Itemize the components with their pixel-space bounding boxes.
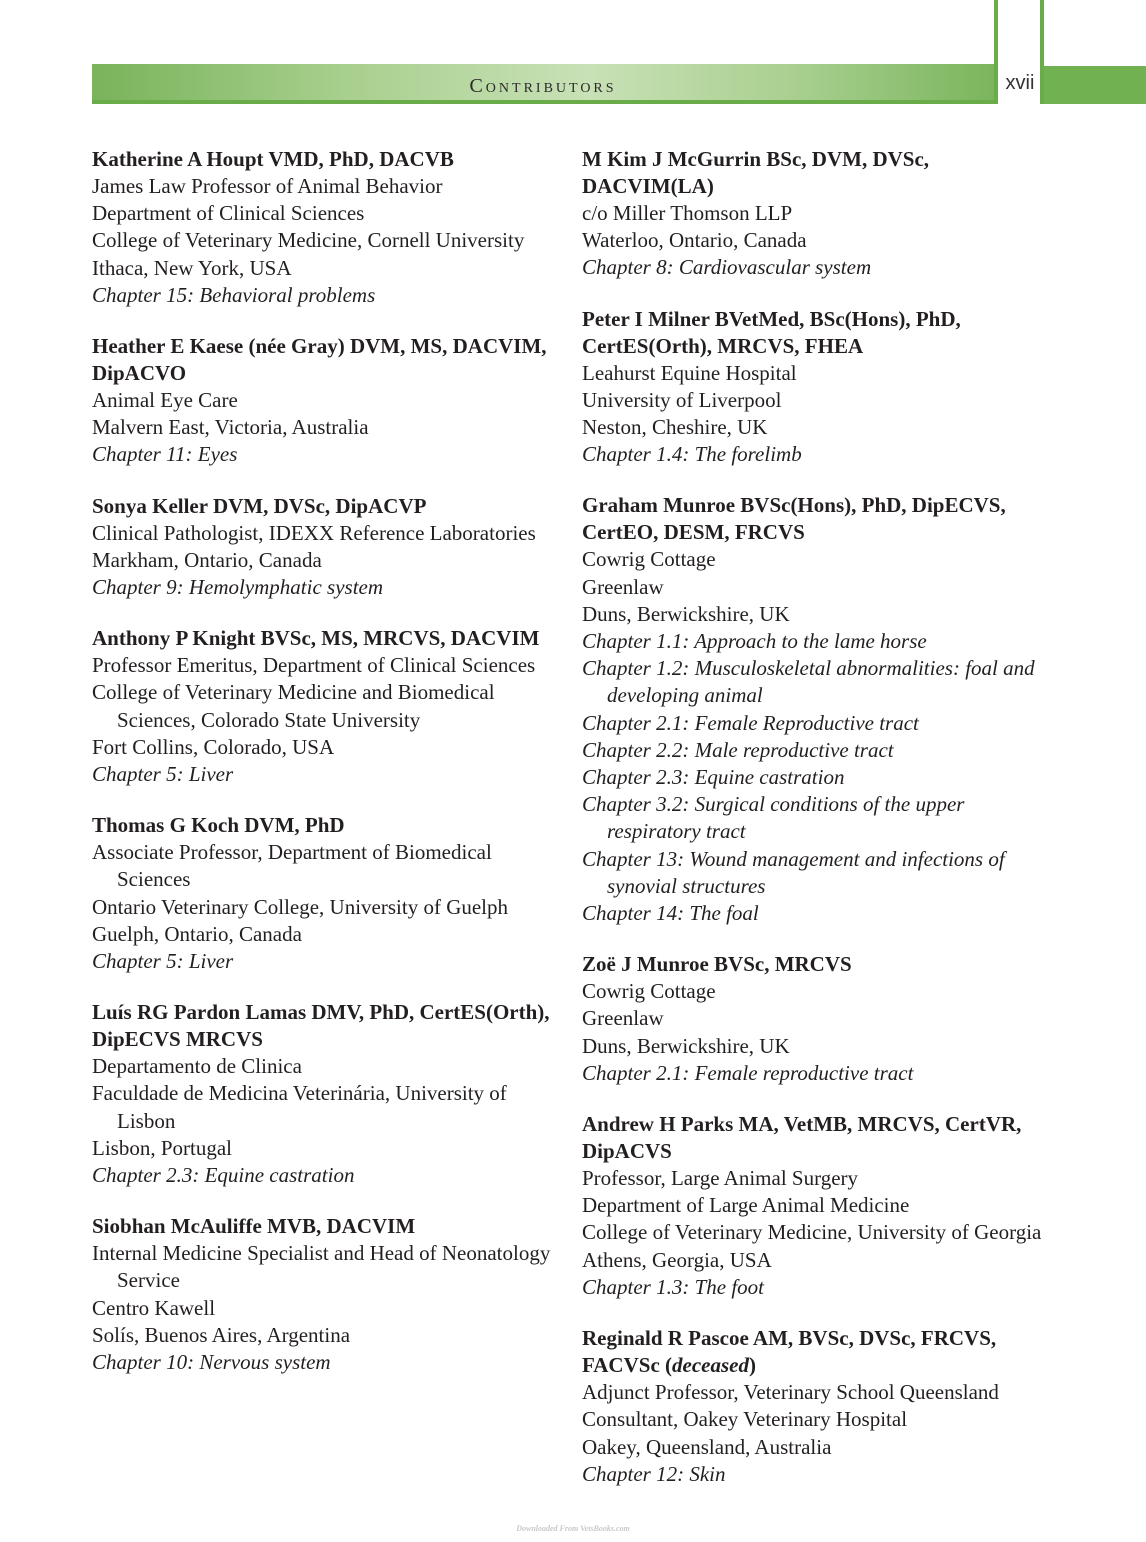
contributor-entry bbox=[582, 146, 1052, 282]
affiliation-line: Animal Eye Care bbox=[92, 388, 238, 413]
contributor-entry bbox=[582, 306, 1052, 469]
affiliation-line: Department of Large Animal Medicine bbox=[582, 1193, 910, 1218]
affiliation-line: Ithaca, New York, USA bbox=[92, 255, 292, 280]
contributor-name-text: M Kim J McGurrin BSc, DVM, DVSc, DACVIM(LA) bbox=[582, 147, 930, 198]
contributor-name-text: Heather E Kaese (née Gray) DVM, MS, DACVIM, DipACVO bbox=[92, 334, 547, 386]
chapter-reference: Chapter 14: The foal bbox=[582, 901, 759, 926]
chapter-reference: Chapter 3.2: Surgical conditions of the upper respiratory tract bbox=[582, 792, 965, 844]
contributor-name bbox=[582, 306, 1052, 360]
contributor-entry bbox=[582, 951, 1052, 1087]
chapter-reference: Chapter 13: Wound management and infections of synovial structures bbox=[582, 846, 1005, 898]
contributor-entry bbox=[92, 333, 562, 469]
chapter-reference: Chapter 9: Hemolymphatic system bbox=[92, 575, 384, 600]
affiliation-line: c/o Miller Thomson LLP bbox=[582, 201, 793, 225]
chapter-reference: Chapter 2.1: Female Reproductive tract bbox=[582, 710, 919, 735]
affiliation-line: Neston, Cheshire, UK bbox=[582, 415, 768, 440]
contributors-column-left bbox=[92, 146, 562, 1400]
contributor-name-text: Thomas G Koch DVM, PhD bbox=[92, 813, 345, 838]
affiliation-line: College of Veterinary Medicine, Cornell University bbox=[92, 228, 525, 253]
contributor-name-text: Andrew H Parks MA, VetMB, MRCVS, CertVR, DipACVS bbox=[582, 1112, 1022, 1164]
contributor-name bbox=[582, 492, 1052, 546]
affiliation-line: Greenlaw bbox=[582, 574, 664, 599]
contributor-entry bbox=[92, 146, 562, 309]
affiliation-line: Departamento de Clinica bbox=[92, 1054, 302, 1079]
affiliation-line: Department of Clinical Sciences bbox=[92, 201, 365, 226]
contributor-name-text: Zoë J Munroe BVSc, MRCVS bbox=[582, 952, 852, 977]
contributor-name bbox=[92, 146, 562, 173]
affiliation-line: Duns, Berwickshire, UK bbox=[582, 1033, 790, 1058]
contributor-entry bbox=[92, 625, 562, 788]
chapter-reference: Chapter 12: Skin bbox=[582, 1461, 726, 1486]
affiliation-line: Consultant, Oakey Veterinary Hospital bbox=[582, 1407, 908, 1432]
contributor-name bbox=[92, 1213, 562, 1240]
affiliation-line: Cowrig Cottage bbox=[582, 547, 716, 572]
affiliation-line: Markham, Ontario, Canada bbox=[92, 547, 322, 572]
contributor-entry bbox=[582, 1111, 1052, 1301]
affiliation-line: University of Liverpool bbox=[582, 387, 782, 412]
footer-watermark: Downloaded From VetsBooks.com bbox=[516, 1524, 630, 1533]
chapter-reference: Chapter 8: Cardiovascular system bbox=[582, 255, 872, 280]
contributor-entry bbox=[582, 1325, 1052, 1488]
contributor-name bbox=[92, 625, 562, 652]
contributor-entry bbox=[92, 999, 562, 1189]
affiliation-line: Oakey, Queensland, Australia bbox=[582, 1434, 832, 1459]
affiliation-line: Centro Kawell bbox=[92, 1295, 216, 1320]
affiliation-line: Associate Professor, Department of Biomedical Sciences bbox=[92, 840, 492, 892]
chapter-reference: Chapter 2.2: Male reproductive tract bbox=[582, 737, 894, 762]
affiliation-line: Greenlaw bbox=[582, 1006, 664, 1031]
chapter-reference: Chapter 1.3: The foot bbox=[582, 1274, 764, 1299]
affiliation-line: Waterloo, Ontario, Canada bbox=[582, 228, 807, 253]
contributor-name bbox=[582, 146, 1052, 200]
affiliation-line: Athens, Georgia, USA bbox=[582, 1247, 772, 1272]
affiliation-line: Cowrig Cottage bbox=[582, 979, 716, 1004]
affiliation-line: Professor Emeritus, Department of Clinical Sciences bbox=[92, 653, 536, 678]
running-header bbox=[92, 64, 994, 104]
affiliation-line: Solís, Buenos Aires, Argentina bbox=[92, 1322, 351, 1347]
affiliation-line: Adjunct Professor, Veterinary School Queensland bbox=[582, 1380, 999, 1405]
contributor-name-text: Sonya Keller DVM, DVSc, DipACVP bbox=[92, 493, 427, 518]
page-tab bbox=[1044, 66, 1146, 104]
contributor-name bbox=[582, 1111, 1052, 1165]
chapter-reference: Chapter 1.4: The forelimb bbox=[582, 442, 802, 467]
chapter-reference: Chapter 5: Liver bbox=[92, 762, 234, 787]
chapter-reference: Chapter 5: Liver bbox=[92, 949, 234, 974]
chapter-reference: Chapter 1.1: Approach to the lame horse bbox=[582, 629, 927, 654]
contributor-name-text: Graham Munroe BVSc(Hons), PhD, DipECVS, CertEO, DESM, FRCVS bbox=[582, 493, 1006, 545]
contributor-name bbox=[582, 1325, 1052, 1379]
header-divider bbox=[994, 0, 998, 104]
contributor-entry bbox=[92, 493, 562, 602]
page-number: xvii bbox=[1005, 72, 1035, 94]
affiliation-line: James Law Professor of Animal Behavior bbox=[92, 174, 443, 198]
contributor-name-note: deceased bbox=[672, 1353, 749, 1378]
header-title: Contributors bbox=[469, 75, 617, 97]
chapter-reference: Chapter 11: Eyes bbox=[92, 442, 238, 467]
contributor-name bbox=[92, 493, 562, 520]
affiliation-line: Clinical Pathologist, IDEXX Reference Laboratories bbox=[92, 520, 536, 545]
contributor-name-text: Katherine A Houpt VMD, PhD, DACVB bbox=[92, 147, 454, 171]
affiliation-line: Ontario Veterinary College, University of Guelph bbox=[92, 894, 509, 919]
contributor-name bbox=[582, 951, 1052, 978]
affiliation-line: Fort Collins, Colorado, USA bbox=[92, 734, 335, 759]
contributor-entry bbox=[92, 812, 562, 975]
chapter-reference: Chapter 2.3: Equine castration bbox=[92, 1163, 355, 1188]
affiliation-line: Internal Medicine Specialist and Head of Neonatology Service bbox=[92, 1241, 551, 1293]
affiliation-line: College of Veterinary Medicine, University of Georgia bbox=[582, 1220, 1042, 1245]
chapter-reference: Chapter 10: Nervous system bbox=[92, 1350, 331, 1375]
contributor-entry bbox=[92, 1213, 562, 1376]
affiliation-line: Faculdade de Medicina Veterinária, University of Lisbon bbox=[92, 1081, 507, 1133]
affiliation-line: College of Veterinary Medicine and Biomedical Sciences, Colorado State University bbox=[92, 680, 495, 732]
contributor-name-text: Reginald R Pascoe AM, BVSc, DVSc, FRCVS, FACVSc ( bbox=[582, 1326, 997, 1378]
chapter-reference: Chapter 1.2: Musculoskeletal abnormalities: foal and developing animal bbox=[582, 656, 1035, 708]
contributor-entry bbox=[582, 492, 1052, 927]
contributor-name bbox=[92, 999, 562, 1053]
chapter-reference: Chapter 15: Behavioral problems bbox=[92, 282, 376, 307]
contributors-column-right bbox=[582, 146, 1052, 1512]
contributor-name bbox=[92, 812, 562, 839]
chapter-reference: Chapter 2.3: Equine castration bbox=[582, 765, 845, 790]
affiliation-line: Leahurst Equine Hospital bbox=[582, 360, 797, 385]
affiliation-line: Lisbon, Portugal bbox=[92, 1135, 232, 1160]
chapter-reference: Chapter 2.1: Female reproductive tract bbox=[582, 1060, 914, 1085]
contributor-name bbox=[92, 333, 562, 387]
contributor-name-text: Peter I Milner BVetMed, BSc(Hons), PhD, CertES(Orth), MRCVS, FHEA bbox=[582, 306, 961, 358]
contributor-name-close: ) bbox=[748, 1353, 756, 1378]
affiliation-line: Guelph, Ontario, Canada bbox=[92, 921, 302, 946]
affiliation-line: Malvern East, Victoria, Australia bbox=[92, 415, 369, 440]
contributor-name-text: Siobhan McAuliffe MVB, DACVIM bbox=[92, 1214, 416, 1239]
affiliation-line: Duns, Berwickshire, UK bbox=[582, 601, 790, 626]
contributor-name-text: Luís RG Pardon Lamas DMV, PhD, CertES(Orth), DipECVS MRCVS bbox=[92, 1000, 550, 1052]
contributor-name-text: Anthony P Knight BVSc, MS, MRCVS, DACVIM bbox=[92, 626, 540, 651]
affiliation-line: Professor, Large Animal Surgery bbox=[582, 1166, 859, 1191]
